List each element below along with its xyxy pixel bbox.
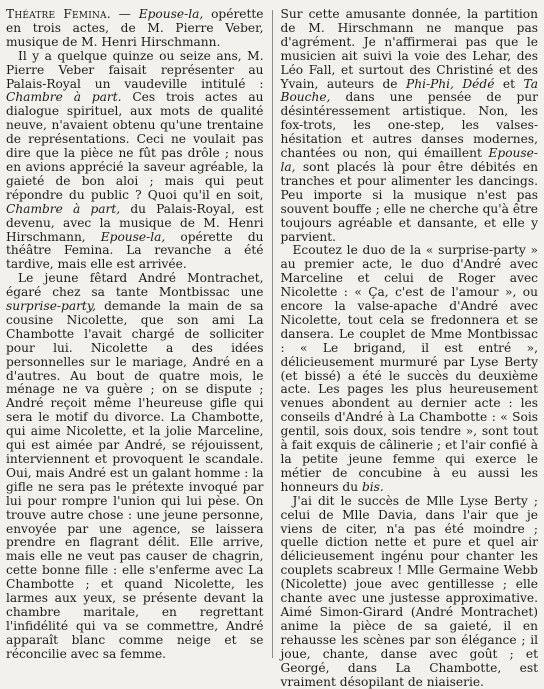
italic-run: bis. (361, 479, 384, 494)
paragraph-4: Ecoutez le duo de la « surprise-party » au premier acte, le duo d'André avec Marceline et celui de Roger avec Nicolette : « Ça, c'est de l'amour », ou encore la valse-apache d'André avec Nicolette, tout cela se fredonnera et se dansera. Le couplet de Mme Montbissac : « Le brigand, il est entré », délicieusement murmuré par Lyse Berty (et bissé) a été le succès du deuxième acte. Les pages les plus heureusement venues abondent au dernier acte : les conseils d'André à La Chambotte : « Sois gentil, sois doux, sois tendre », sont tout à fait exquis de câlinerie ; et l'air confié à la petite jeune femme qui exerce le métier de concubine à eu aussi les honneurs du bis. (280, 243, 538, 494)
paragraph-3: Sur cette amusante donnée, la partition de M. Hirschmann ne manque pas d'agrément. Je n'affirmerai pas que le musicien ait suivi la voie des Lehar, des Léo Fall, et surtout des Christiné et des Yvain, auteurs de Phi-Phi, Dédé et Ta Bouche, dans une pensée de pur désintéressement artistique. Non, les fox-trots, les one-step, les valses-hésitation et autres danses modernes, chantées ou non, qui émaillent Epouse-la, sont placés là pour être débités en tranches et pour alimenter les dancings. Peu importe si la musique n'est pas souvent bouffe ; elle ne cherche qu'à être toujours agréable et dansante, et elle y parvient. (280, 7, 538, 244)
article-lead-paragraph: Théatre Femina. — Epouse-la, opérette en trois actes, de M. Pierre Veber, musique de M. Henri Hirschmann. (6, 7, 264, 49)
column-divider (272, 10, 273, 658)
paragraph-5: J'ai dit le succès de Mlle Lyse Berty ; celui de Mlle Davia, dans l'air que je viens de citer, n'a pas été moindre ; quelle diction nette et pure et quel air délicieusement ingénu pour chanter les couplets scabreux ! Mlle Germaine Webb (Nicolette) joue avec gentillesse ; elle chante avec une justesse approximative. Aimé Simon-Girard (André Montrachet) anime la pièce de sa gaieté, il en rehausse les scènes par son élégance ; il joue, chante, danse avec goût ; et Georgé, dans La Chambotte, est vraiment désopilant de niaiserie. (280, 493, 538, 689)
italic-run: Chambre à part. (6, 90, 122, 105)
article-heading-credits: opérette en trois actes, de M. Pierre Veber, musique de M. Henri Hirschmann. (6, 7, 264, 49)
paragraph-1: Il y a quelque quinze ou seize ans, M. Pierre Veber faisait représenter au Palais-Royal un vaudeville intitulé : Chambre à part. Ces trois actes au dialogue spirituel, aux mots de qualité neuve, n'avaient obtenu qu'une trentaine de représentations. Ceci ne voulait pas dire que la pièce ne fût pas drôle ; nous en avions apprécié la saveur agréable, la gaieté de bon aloi ; mais qui peut répondre du public ? Quoi qu'il en soit, Chambre à part, du Palais-Royal, est devenu, avec la musique de M. Henri Hirschmann, Epouse-la, opérette du théâtre Femina. La revanche a été tardive, mais elle est arrivée. (6, 48, 264, 272)
article-heading-title: Epouse-la, (138, 7, 204, 21)
paragraph-2: Le jeune fêtard André Montrachet, égaré chez sa tante Montbissac une surprise-party, demande la main de sa cousine Nicolette, que son ami La Chambotte l'avait chargé de solliciter pour lui. Nicolette a des idées personnelles sur le mariage, André en a d'autres. Au bout de quatre mois, le ménage ne va guère ; on se dispute ; André reçoit même l'heureuse gifle qui sera le motif du divorce. La Chambotte, qui aime Nicolette, et la jolie Marceline, qui est aimée par André, se réjouissent, interviennent et provoquent le scandale. Oui, mais André est un galant homme : la gifle ne sera pas le prétexte invoqué par lui pour rompre l'union qui lui pèse. On trouve autre chose : une jeune personne, envoyée par une agence, se laissera prendre en flagrant délit. Elle arrive, mais elle ne veut pas causer de chagrin, cette bonne fille : elle s'enferme avec La Chambotte ; et quand Nicolette, les larmes aux yeux, se présente devant la chambre maritale, en regrettant l'infidélité qui va se commettre, André apparaît blanc comme neige et se réconcilie avec sa femme. (6, 271, 264, 661)
left-column (6, 8, 264, 664)
italic-run: Ta Bouche, (280, 76, 538, 105)
article-heading: Théatre Femina. (6, 7, 111, 21)
italic-run: Epouse-la, (280, 146, 538, 174)
italic-run: surprise-party, (6, 299, 96, 314)
italic-run: Epouse-la, (100, 229, 166, 244)
right-column (280, 7, 539, 689)
italic-run: Chambre à part, (6, 201, 121, 216)
italic-run: Phi-Phi, Dédé (406, 76, 495, 91)
